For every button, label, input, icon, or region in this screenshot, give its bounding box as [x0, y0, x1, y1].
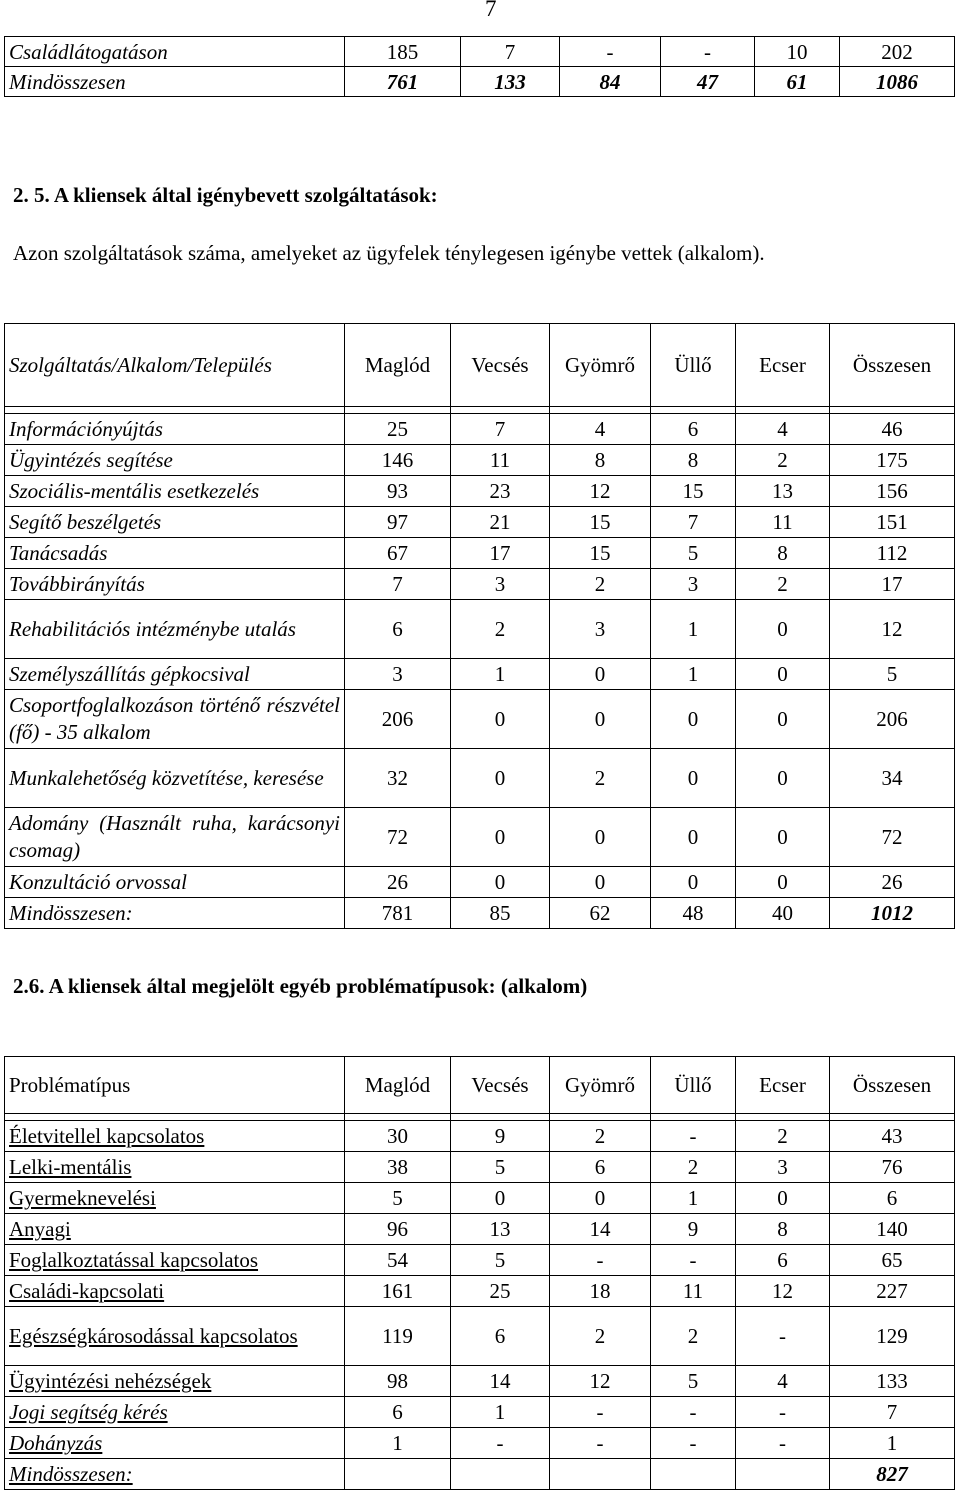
value-cell: 38: [345, 1152, 451, 1183]
value-cell: -: [651, 1428, 736, 1459]
value-cell: 5: [451, 1245, 550, 1276]
value-cell: -: [550, 1245, 651, 1276]
value-cell: 0: [736, 867, 830, 898]
section-heading-2-5: 2. 5. A kliensek által igénybevett szolgáltatások:: [13, 183, 438, 207]
row-label: Segítő beszélgetés: [5, 507, 345, 538]
value-cell: 43: [830, 1121, 955, 1152]
page-number: 7: [485, 0, 497, 21]
value-cell: 14: [451, 1366, 550, 1397]
value-cell: 11: [451, 445, 550, 476]
row-label: Gyermeknevelési: [5, 1183, 345, 1214]
value-cell: 1: [651, 659, 736, 690]
value-cell: 13: [736, 476, 830, 507]
total-value-cell: 40: [736, 898, 830, 929]
value-cell: 32: [345, 749, 451, 808]
value-cell: 2: [651, 1152, 736, 1183]
value-cell: 227: [830, 1276, 955, 1307]
total-row: [5, 1459, 955, 1490]
value-cell: 47: [661, 67, 755, 97]
total-value-cell: 48: [651, 898, 736, 929]
table-row: [5, 1152, 955, 1183]
table-row: [5, 867, 955, 898]
header-cell: Problématípus: [5, 1057, 345, 1114]
row-label: Személyszállítás gépkocsival: [5, 659, 345, 690]
table-row: [5, 749, 955, 808]
value-cell: 11: [736, 507, 830, 538]
table-row: [5, 476, 955, 507]
row-label: Mindösszesen: [5, 67, 345, 97]
value-cell: 15: [550, 538, 651, 569]
value-cell: 46: [830, 414, 955, 445]
value-cell: 12: [550, 476, 651, 507]
row-label: Jogi segítség kérés: [5, 1397, 345, 1428]
value-cell: 5: [451, 1152, 550, 1183]
value-cell: 1: [651, 600, 736, 659]
problems-table: [4, 1056, 955, 1490]
top-summary-table: [4, 36, 955, 97]
value-cell: 0: [651, 690, 736, 749]
value-cell: -: [651, 1245, 736, 1276]
value-cell: 67: [345, 538, 451, 569]
row-label: Konzultáció orvossal: [5, 867, 345, 898]
value-cell: 151: [830, 507, 955, 538]
value-cell: 0: [451, 690, 550, 749]
value-cell: 54: [345, 1245, 451, 1276]
header-cell: Összesen: [830, 1057, 955, 1114]
empty-cell: [451, 1459, 550, 1490]
total-label: Mindösszesen:: [5, 898, 345, 929]
table-row: [5, 1397, 955, 1428]
value-cell: 0: [736, 600, 830, 659]
value-cell: 6: [651, 414, 736, 445]
table-row: [5, 507, 955, 538]
header-cell: Üllő: [651, 324, 736, 407]
value-cell: 129: [830, 1307, 955, 1366]
value-cell: 4: [736, 414, 830, 445]
value-cell: 97: [345, 507, 451, 538]
value-cell: 0: [550, 659, 651, 690]
value-cell: 0: [736, 1183, 830, 1214]
value-cell: 175: [830, 445, 955, 476]
value-cell: 14: [550, 1214, 651, 1245]
header-cell: Maglód: [345, 324, 451, 407]
value-cell: 185: [345, 37, 461, 67]
value-cell: 9: [651, 1214, 736, 1245]
table-row: [5, 1214, 955, 1245]
table-row: [5, 414, 955, 445]
value-cell: 133: [830, 1366, 955, 1397]
value-cell: 2: [550, 1307, 651, 1366]
value-cell: 0: [736, 659, 830, 690]
value-cell: 96: [345, 1214, 451, 1245]
value-cell: 0: [451, 808, 550, 867]
value-cell: 3: [736, 1152, 830, 1183]
value-cell: 13: [451, 1214, 550, 1245]
value-cell: 76: [830, 1152, 955, 1183]
value-cell: 4: [550, 414, 651, 445]
value-cell: 0: [736, 749, 830, 808]
value-cell: 0: [651, 749, 736, 808]
value-cell: 21: [451, 507, 550, 538]
value-cell: 0: [451, 867, 550, 898]
value-cell: 0: [550, 808, 651, 867]
value-cell: 6: [345, 600, 451, 659]
table-row: [5, 1183, 955, 1214]
value-cell: 8: [651, 445, 736, 476]
row-label: Családlátogatáson: [5, 37, 345, 67]
table-row: [5, 808, 955, 867]
header-cell: Szolgáltatás/Alkalom/Település: [5, 324, 345, 407]
section-description-2-5: Azon szolgáltatások száma, amelyeket az ügyfelek ténylegesen igénybe vettek (alkalom).: [13, 241, 765, 265]
value-cell: 0: [651, 867, 736, 898]
value-cell: 1: [830, 1428, 955, 1459]
row-label: Dohányzás: [5, 1428, 345, 1459]
value-cell: 0: [451, 749, 550, 808]
table-row: [5, 37, 955, 67]
header-cell: Üllő: [651, 1057, 736, 1114]
value-cell: 2: [550, 569, 651, 600]
value-cell: 65: [830, 1245, 955, 1276]
header-cell: Ecser: [736, 324, 830, 407]
value-cell: 12: [550, 1366, 651, 1397]
value-cell: 5: [651, 538, 736, 569]
value-cell: 2: [736, 1121, 830, 1152]
empty-cell: [736, 1459, 830, 1490]
value-cell: 0: [550, 1183, 651, 1214]
value-cell: 206: [345, 690, 451, 749]
total-value-cell: 85: [451, 898, 550, 929]
header-cell: Maglód: [345, 1057, 451, 1114]
value-cell: 6: [736, 1245, 830, 1276]
value-cell: 206: [830, 690, 955, 749]
value-cell: -: [661, 37, 755, 67]
value-cell: 26: [345, 867, 451, 898]
table-row: [5, 1307, 955, 1366]
row-label: Információnyújtás: [5, 414, 345, 445]
table-row: [5, 1245, 955, 1276]
row-label: Adomány (Használt ruha, karácsonyi csomag): [5, 808, 345, 867]
row-label: Lelki-mentális: [5, 1152, 345, 1183]
header-cell: Ecser: [736, 1057, 830, 1114]
row-label: Tanácsadás: [5, 538, 345, 569]
total-value-cell: 1012: [830, 898, 955, 929]
total-value-cell: 62: [550, 898, 651, 929]
value-cell: 6: [830, 1183, 955, 1214]
section-heading-2-6: 2.6. A kliensek által megjelölt egyéb problématípusok: (alkalom): [13, 974, 588, 998]
row-label: Csoportfoglalkozáson történő részvétel (fő) - 35 alkalom: [5, 690, 345, 749]
value-cell: 133: [461, 67, 560, 97]
value-cell: -: [560, 37, 661, 67]
services-table-header-row: [5, 324, 955, 407]
value-cell: 0: [736, 808, 830, 867]
value-cell: 34: [830, 749, 955, 808]
value-cell: 23: [451, 476, 550, 507]
value-cell: -: [736, 1397, 830, 1428]
value-cell: 9: [451, 1121, 550, 1152]
value-cell: 119: [345, 1307, 451, 1366]
value-cell: 84: [560, 67, 661, 97]
value-cell: 3: [550, 600, 651, 659]
header-cell: Gyömrő: [550, 1057, 651, 1114]
value-cell: 2: [451, 600, 550, 659]
value-cell: 3: [345, 659, 451, 690]
value-cell: 98: [345, 1366, 451, 1397]
table-row: [5, 67, 955, 97]
value-cell: 7: [451, 414, 550, 445]
row-label: Szociális-mentális esetkezelés: [5, 476, 345, 507]
table-row: [5, 1366, 955, 1397]
value-cell: 8: [736, 538, 830, 569]
total-label: Mindösszesen:: [5, 1459, 345, 1490]
table-row: [5, 659, 955, 690]
row-label: Ügyintézési nehézségek: [5, 1366, 345, 1397]
value-cell: 10: [755, 37, 840, 67]
value-cell: 7: [345, 569, 451, 600]
total-value-cell: 827: [830, 1459, 955, 1490]
value-cell: -: [736, 1307, 830, 1366]
table-row: [5, 1428, 955, 1459]
value-cell: 1: [651, 1183, 736, 1214]
total-row: [5, 898, 955, 929]
value-cell: 3: [451, 569, 550, 600]
value-cell: 6: [345, 1397, 451, 1428]
value-cell: 12: [736, 1276, 830, 1307]
table-row: [5, 600, 955, 659]
value-cell: 18: [550, 1276, 651, 1307]
value-cell: 2: [550, 1121, 651, 1152]
table-row: [5, 538, 955, 569]
row-label: Anyagi: [5, 1214, 345, 1245]
value-cell: 72: [345, 808, 451, 867]
value-cell: 17: [830, 569, 955, 600]
value-cell: 15: [651, 476, 736, 507]
value-cell: 26: [830, 867, 955, 898]
table-row: [5, 690, 955, 749]
header-cell: Összesen: [830, 324, 955, 407]
value-cell: 0: [736, 690, 830, 749]
empty-cell: [651, 1459, 736, 1490]
value-cell: 17: [451, 538, 550, 569]
empty-cell: [550, 1459, 651, 1490]
total-value-cell: 781: [345, 898, 451, 929]
value-cell: 25: [345, 414, 451, 445]
value-cell: 3: [651, 569, 736, 600]
value-cell: 112: [830, 538, 955, 569]
value-cell: 0: [451, 1183, 550, 1214]
row-label: Rehabilitációs intézménybe utalás: [5, 600, 345, 659]
value-cell: 6: [550, 1152, 651, 1183]
value-cell: 8: [736, 1214, 830, 1245]
value-cell: 6: [451, 1307, 550, 1366]
value-cell: 15: [550, 507, 651, 538]
value-cell: 156: [830, 476, 955, 507]
value-cell: 140: [830, 1214, 955, 1245]
header-cell: Vecsés: [451, 324, 550, 407]
value-cell: -: [550, 1428, 651, 1459]
value-cell: 8: [550, 445, 651, 476]
value-cell: -: [550, 1397, 651, 1428]
row-label: Foglalkoztatással kapcsolatos: [5, 1245, 345, 1276]
value-cell: 5: [830, 659, 955, 690]
row-label: Családi-kapcsolati: [5, 1276, 345, 1307]
empty-cell: [345, 1459, 451, 1490]
problems-table-header-row: [5, 1057, 955, 1114]
row-label: Ügyintézés segítése: [5, 445, 345, 476]
row-label: Egészségkárosodással kapcsolatos: [5, 1307, 345, 1366]
value-cell: 1: [345, 1428, 451, 1459]
row-label: Életvitellel kapcsolatos: [5, 1121, 345, 1152]
value-cell: 5: [651, 1366, 736, 1397]
value-cell: 30: [345, 1121, 451, 1152]
value-cell: 161: [345, 1276, 451, 1307]
value-cell: 2: [736, 445, 830, 476]
value-cell: 7: [830, 1397, 955, 1428]
table-row: [5, 1121, 955, 1152]
row-label: Továbbirányítás: [5, 569, 345, 600]
value-cell: 2: [736, 569, 830, 600]
value-cell: 7: [461, 37, 560, 67]
table-row: [5, 445, 955, 476]
value-cell: 2: [651, 1307, 736, 1366]
value-cell: 761: [345, 67, 461, 97]
value-cell: 7: [651, 507, 736, 538]
value-cell: -: [651, 1121, 736, 1152]
value-cell: 0: [550, 867, 651, 898]
value-cell: 1086: [840, 67, 955, 97]
header-cell: Vecsés: [451, 1057, 550, 1114]
value-cell: 2: [550, 749, 651, 808]
value-cell: -: [651, 1397, 736, 1428]
table-row: [5, 569, 955, 600]
value-cell: 72: [830, 808, 955, 867]
value-cell: 1: [451, 659, 550, 690]
header-cell: Gyömrő: [550, 324, 651, 407]
value-cell: 25: [451, 1276, 550, 1307]
value-cell: -: [451, 1428, 550, 1459]
value-cell: 0: [651, 808, 736, 867]
value-cell: 93: [345, 476, 451, 507]
value-cell: 61: [755, 67, 840, 97]
value-cell: 12: [830, 600, 955, 659]
value-cell: -: [736, 1428, 830, 1459]
table-row: [5, 1276, 955, 1307]
row-label: Munkalehetőség közvetítése, keresése: [5, 749, 345, 808]
value-cell: 4: [736, 1366, 830, 1397]
value-cell: 202: [840, 37, 955, 67]
value-cell: 0: [550, 690, 651, 749]
value-cell: 1: [451, 1397, 550, 1428]
services-table: [4, 323, 955, 929]
value-cell: 146: [345, 445, 451, 476]
value-cell: 5: [345, 1183, 451, 1214]
value-cell: 11: [651, 1276, 736, 1307]
